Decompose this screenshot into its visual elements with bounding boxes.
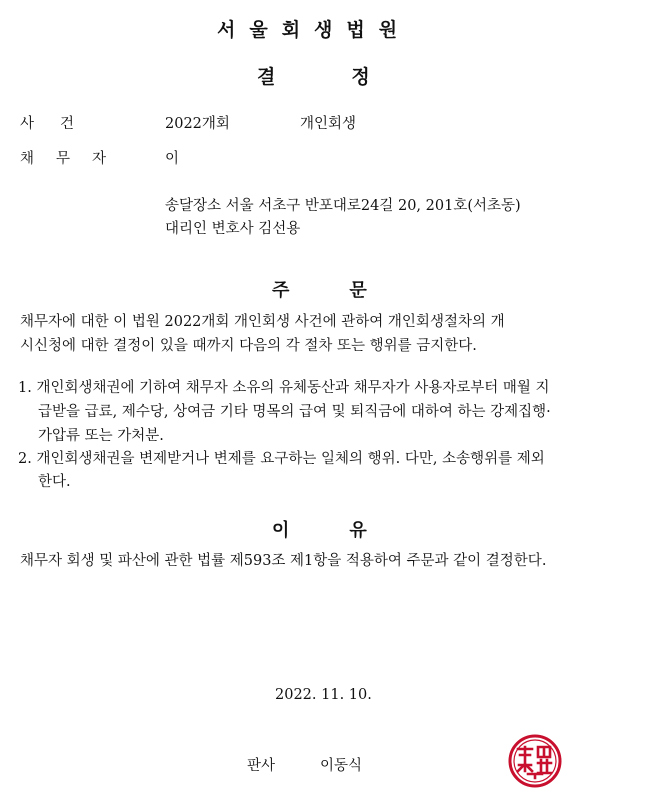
case-label: 사건 (20, 116, 101, 132)
judge-seal-icon (507, 733, 563, 789)
judge-name: 이동식 (320, 758, 363, 774)
case-number: 2022개회 (165, 116, 230, 132)
document-title: 결정 (257, 66, 446, 88)
decision-date: 2022. 11. 10. (275, 687, 372, 703)
reason-text: 채무자 회생 및 파산에 관한 법률 제593조 제1항을 적용하여 주문과 같이 결정한다. (20, 553, 547, 569)
order-item1-line3: 가압류 또는 가처분. (38, 428, 164, 444)
debtor-agent: 대리인 변호사 김선용 (165, 221, 301, 237)
debtor-address: 송달장소 서울 서초구 반포대로24길 20, 201호(서초동) (165, 198, 521, 214)
order-item1-line1: 1. 개인회생채권에 기하여 채무자 소유의 유체동산과 채무자가 사용자로부터 매월 지 (18, 380, 550, 396)
case-type: 개인회생 (300, 116, 357, 132)
court-name: 서울회생법원 (217, 19, 412, 41)
order-item2-line2: 한다. (38, 474, 71, 490)
order-item2-line1: 2. 개인회생채권을 변제받거나 변제를 요구하는 일체의 행위. 다만, 소송행위를 제외 (18, 451, 545, 467)
order-heading: 주문 (272, 280, 427, 301)
reason-heading: 이유 (272, 520, 427, 541)
order-intro-line1: 채무자에 대한 이 법원 2022개회 개인회생 사건에 관하여 개인회생절차의 개 (20, 314, 505, 330)
debtor-label: 채무자 (20, 151, 129, 167)
order-intro-line2: 시신청에 대한 결정이 있을 때까지 다음의 각 절차 또는 행위를 금지한다. (20, 338, 477, 354)
debtor-name: 이 (165, 151, 180, 167)
judge-title: 판사 (247, 758, 276, 774)
order-item1-line2: 급받을 급료, 제수당, 상여금 기타 명목의 급여 및 퇴직금에 대하여 하는 강제집행· (38, 404, 551, 420)
